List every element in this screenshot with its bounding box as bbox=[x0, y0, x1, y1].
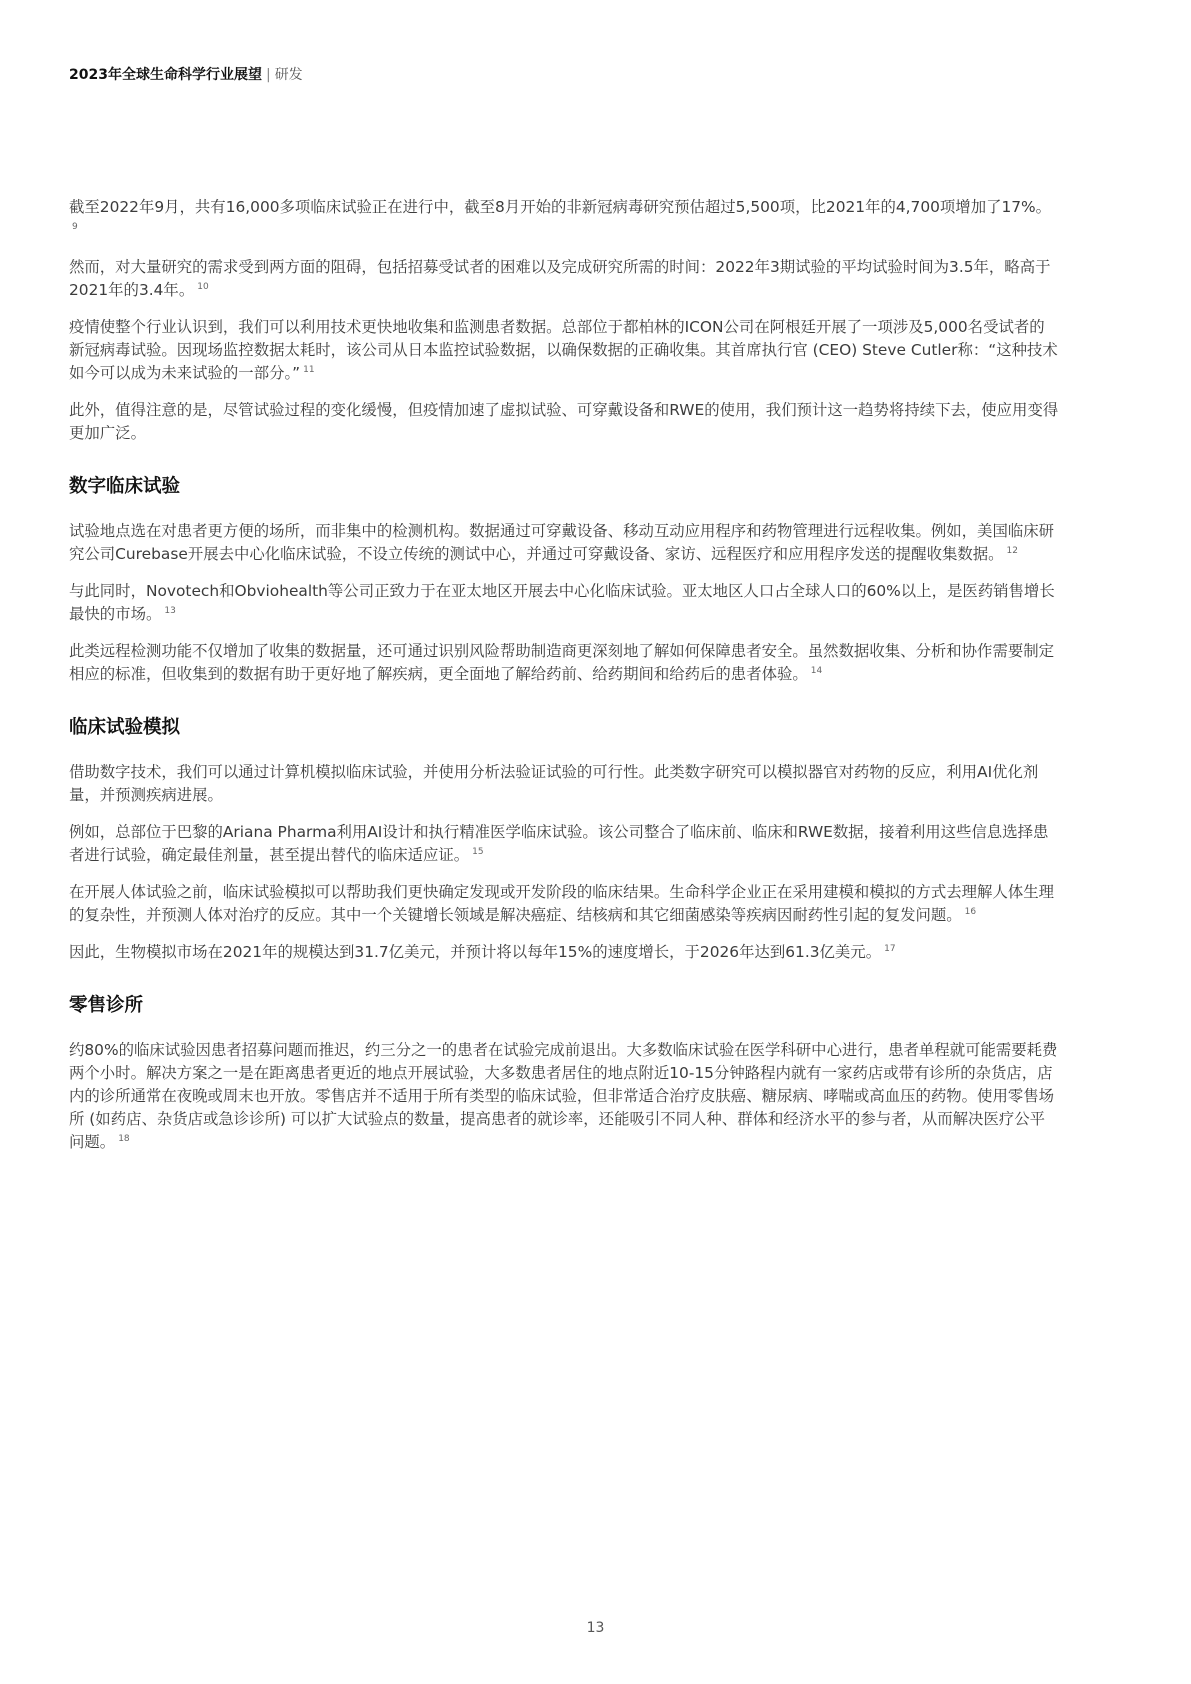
paragraph: 此类远程检测功能不仅增加了收集的数据量，还可通过识别风险帮助制造商更深刻地了解如何保障患者安全。虽然数据收集、分析和协作需要制定相应的标准，但收集到的数据有助于更好地了解疾病，更全面地了解给药前、给药期间和给药后的患者体验。 $^{14}$ bbox=[69, 642, 1055, 683]
footnote-ref: 11 bbox=[303, 364, 315, 375]
section-heading-digital-trials: 数字临床试验 bbox=[69, 476, 181, 497]
section-heading-trial-simulation: 临床试验模拟 bbox=[69, 717, 181, 738]
paragraph: 然而，对大量研究的需求受到两方面的阻碍，包括招募受试者的困难以及完成研究所需的时间：2022年3期试验的平均试验时间为3.5年，略高于2021年的3.4年。 $^{10}$ bbox=[69, 258, 1051, 299]
paragraph: 因此，生物模拟市场在2021年的规模达到31.7亿美元，并预计将以每年15%的速度增长，于2026年达到61.3亿美元。 $^{17}$ bbox=[69, 943, 896, 961]
main-content bbox=[69, 196, 1059, 1168]
footnote-ref: 16 bbox=[964, 906, 977, 917]
running-header bbox=[69, 66, 303, 84]
footnote-ref: 10 bbox=[197, 281, 209, 292]
paragraph: 借助数字技术，我们可以通过计算机模拟临床试验，并使用分析法验证试验的可行性。此类数字研究可以模拟器官对药物的反应，利用AI优化剂量，并预测疾病进展。 bbox=[69, 763, 1039, 804]
footnote-ref: 9 bbox=[72, 221, 78, 232]
footnote-ref: 17 bbox=[884, 943, 896, 954]
footnote-ref: 14 bbox=[810, 665, 823, 676]
section-heading-retail-clinics: 零售诊所 bbox=[69, 995, 144, 1016]
paragraph: 试验地点选在对患者更方便的场所，而非集中的检测机构。数据通过可穿戴设备、移动互动应用程序和药物管理进行远程收集。例如，美国临床研究公司Curebase开展去中心化临床试验，不设立传统的测试中心，并通过可穿戴设备、家访、远程医疗和应用程序发送的提醒收集数据。 $^{12}$ bbox=[69, 522, 1055, 563]
paragraph: 此外，值得注意的是，尽管试验过程的变化缓慢，但疫情加速了虚拟试验、可穿戴设备和RWE的使用，我们预计这一趋势将持续下去，使应用变得更加广泛。 bbox=[69, 401, 1059, 442]
paragraph: 与此同时，Novotech和Obviohealth等公司正致力于在亚太地区开展去中心化临床试验。亚太地区人口占全球人口的60%以上，是医药销售增长最快的市场。 $^{13}$ bbox=[69, 582, 1055, 623]
paragraph: 例如，总部位于巴黎的Ariana Pharma利用AI设计和执行精准医学临床试验。该公司整合了临床前、临床和RWE数据，接着利用这些信息选择患者进行试验，确定最佳剂量，甚至提出替代的临床适应证。 $^{15}$ bbox=[69, 823, 1049, 864]
page-number: 13 bbox=[586, 1620, 605, 1636]
paragraph: 截至2022年9月，共有16,000多项临床试验正在进行中，截至8月开始的非新冠病毒研究预估超过5,500项，比2021年的4,700项增加了17%。$^9$ bbox=[69, 198, 1052, 232]
footnote-ref: 13 bbox=[164, 605, 176, 616]
footnote-ref: 18 bbox=[118, 1133, 130, 1144]
footnote-ref: 12 bbox=[1006, 545, 1018, 556]
paragraph: 疫情使整个行业认识到，我们可以利用技术更快地收集和监测患者数据。总部位于都柏林的ICON公司在阿根廷开展了一项涉及5,000名受试者的新冠病毒试验。因现场监控数据太耗时，该公司从日本监控试验数据，以确保数据的正确收集。其首席执行官 (CEO) Steve Cutler称：“这种技术如今可以成为未来试验的一部分。” $^{11}$ bbox=[69, 318, 1058, 382]
header-separator: | bbox=[265, 67, 271, 83]
paragraph: 约80%的临床试验因患者招募问题而推迟，约三分之一的患者在试验完成前退出。大多数临床试验在医学科研中心进行，患者单程就可能需要耗费两个小时。解决方案之一是在距离患者更近的地点开展试验，大多数患者居住的地点附近10-15分钟路程内就有一家药店或带有诊所的杂货店，店内的诊所通常在夜晚或周末也开放。零售店并不适用于所有类型的临床试验，但非常适合治疗皮肤癌、糖尿病、哮喘或高血压的药物。使用零售场所 (如药店、杂货店或急诊诊所) 可以扩大试验点的数量，提高患者的就诊率，还能吸引不同人种、群体和经济水平的参与者，从而解决医疗公平问题。 $^{18}$ bbox=[69, 1041, 1058, 1151]
footnote-ref: 15 bbox=[472, 846, 484, 857]
section-label: 研发 bbox=[274, 67, 303, 83]
report-title: 2023年全球生命科学行业展望 bbox=[69, 67, 262, 83]
paragraph: 在开展人体试验之前，临床试验模拟可以帮助我们更快确定发现或开发阶段的临床结果。生命科学企业正在采用建模和模拟的方式去理解人体生理的复杂性，并预测人体对治疗的反应。其中一个关键增长领域是解决癌症、结核病和其它细菌感染等疾病因耐药性引起的复发问题。 $^{16}$ bbox=[69, 883, 1055, 924]
